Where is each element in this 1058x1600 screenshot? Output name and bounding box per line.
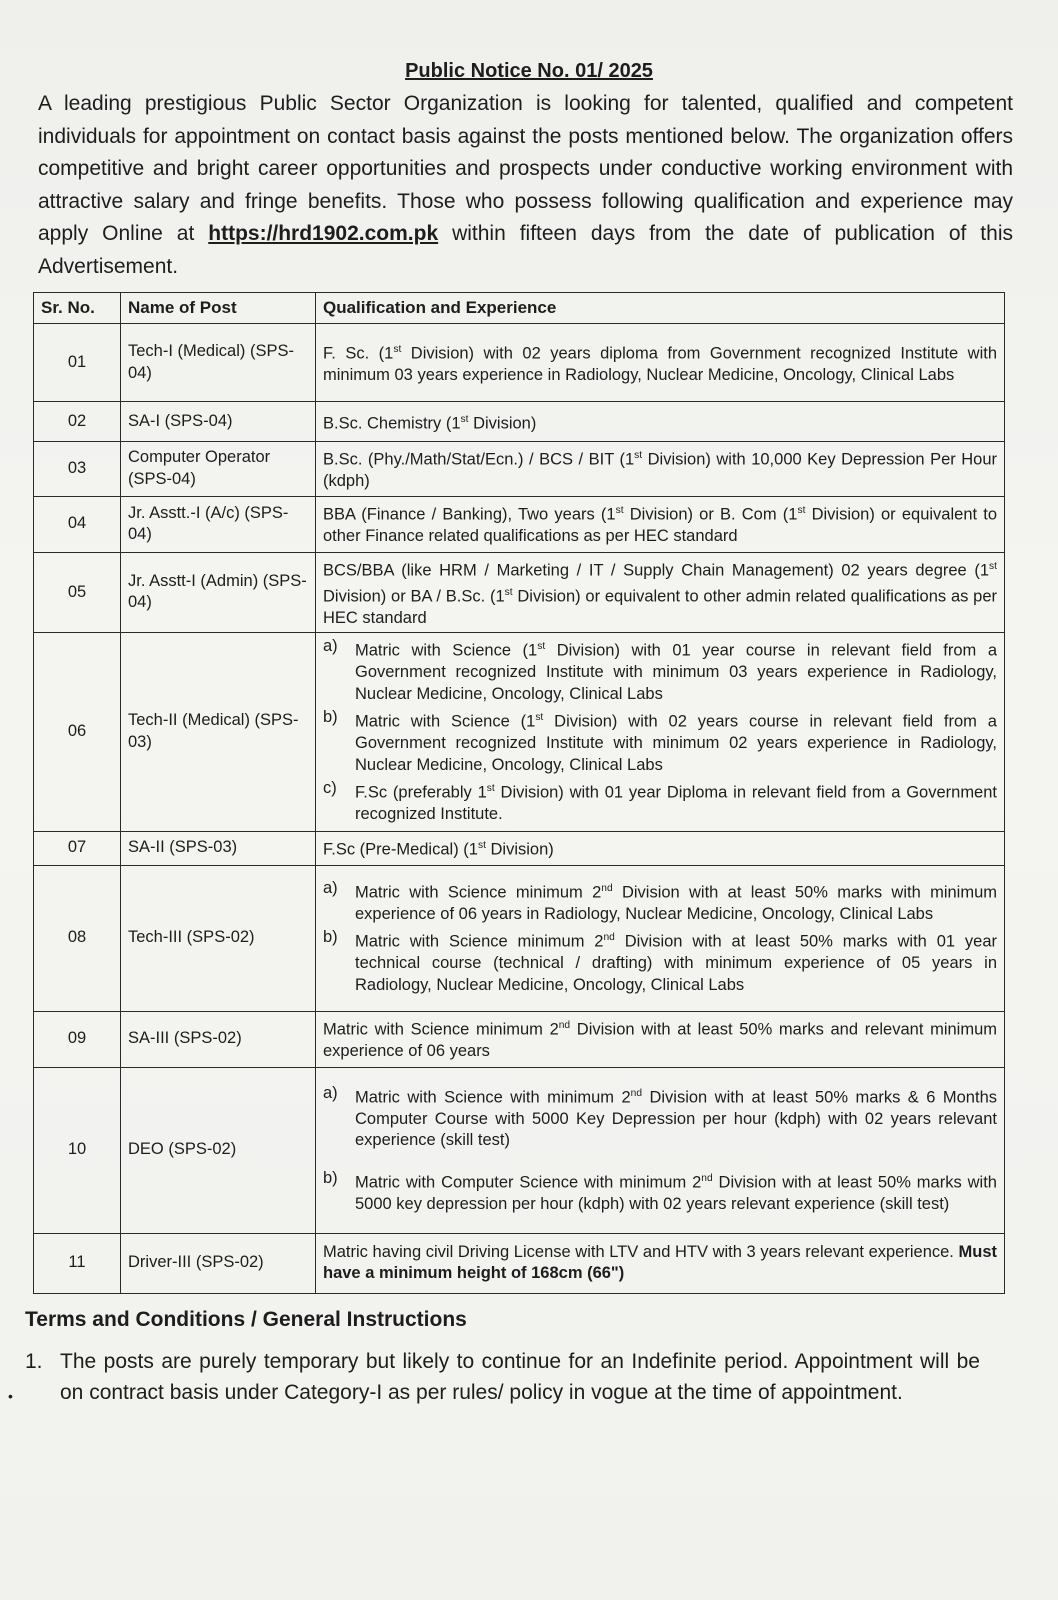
option-item [323, 927, 997, 996]
stray-dot: • [8, 1388, 13, 1404]
table-row [34, 442, 1005, 497]
qualification-cell: BBA (Finance / Banking), Two years (1st Division) or B. Com (1st Division) or equivalent to other Finance related qualifications as per HEC standard [316, 496, 1005, 552]
option-text: Matric with Science minimum 2nd Division with at least 50% marks with minimum experience of 06 years in Radiology, Nuclear Medicine, Oncology, Clinical Labs [355, 882, 997, 923]
sr-cell: 10 [34, 1067, 121, 1233]
terms-text: The posts are purely temporary but likely to continue for an Indefinite period. Appointment will be on contract basis under Category-I as per rules/ policy in vogue at the time of appointment. [60, 1350, 980, 1404]
option-text: Matric with Science minimum 2nd Division with at least 50% marks with 01 year technical course (technical / drafting) with minimum experience of 05 years in Radiology, Nuclear Medicine, Oncology, Clinical Labs [355, 932, 998, 994]
qualification-cell: F.Sc (Pre-Medical) (1st Division) [316, 831, 1005, 865]
sr-cell: 02 [34, 402, 121, 442]
sr-cell: 05 [34, 552, 121, 633]
table-row [34, 402, 1005, 442]
qualification-cell [316, 633, 1005, 832]
post-cell: SA-III (SPS-02) [121, 1011, 316, 1067]
option-item [323, 778, 997, 826]
table-row [34, 865, 1005, 1011]
post-cell: Tech-II (Medical) (SPS-03) [121, 633, 316, 832]
sr-cell: 06 [34, 633, 121, 832]
option-letter: a) [323, 1083, 338, 1102]
qualification-cell: B.Sc. Chemistry (1st Division) [316, 402, 1005, 442]
qualification-cell [316, 1233, 1005, 1293]
option-text: Matric with Science with minimum 2nd Division with at least 50% marks & 6 Months Computer Course with 5000 Key Depression per hour (kdph) with 02 years relevant experience (skill test) [355, 1087, 997, 1150]
qualification-options [323, 1083, 997, 1216]
qualification-cell: F. Sc. (1st Division) with 02 years diploma from Government recognized Institute with minimum 03 years experience in Radiology, Nuclear Medicine, Oncology, Clinical Labs [316, 324, 1005, 402]
sr-cell: 01 [34, 324, 121, 402]
terms-heading: Terms and Conditions / General Instructions [25, 1308, 467, 1331]
sr-cell: 04 [34, 496, 121, 552]
option-item [323, 878, 997, 926]
post-cell: SA-II (SPS-03) [121, 831, 316, 865]
post-cell: Tech-III (SPS-02) [121, 865, 316, 1011]
option-text: Matric with Science (1st Division) with 01 year course in relevant field from a Government recognized Institute with minimum 03 years experience in Radiology, Nuclear Medicine, Oncology, Clinical Labs [355, 641, 997, 703]
intro-text-end: within fifteen days from the date of publication of this Advertisement. [38, 222, 1013, 278]
post-cell: SA-I (SPS-04) [121, 402, 316, 442]
sr-cell: 09 [34, 1011, 121, 1067]
option-letter: c) [323, 779, 337, 797]
option-text: Matric with Science (1st Division) with 02 years course in relevant field from a Government recognized Institute with minimum 02 years experience in Radiology, Nuclear Medicine, Oncology, Clinical Labs [355, 712, 997, 774]
qualification-options [323, 636, 997, 826]
table-header-row [34, 293, 1005, 324]
qualification-cell: Matric with Science minimum 2nd Division with at least 50% marks and relevant minimum experience of 06 years [316, 1011, 1005, 1067]
sr-cell: 07 [34, 831, 121, 865]
qualification-cell: B.Sc. (Phy./Math/Stat/Ecn.) / BCS / BIT (1st Division) with 10,000 Key Depression Per Hour (kdph) [316, 442, 1005, 497]
option-item [323, 636, 997, 705]
header-post-name: Name of Post [121, 293, 316, 324]
notice-title: Public Notice No. 01/ 2025 [405, 60, 653, 82]
table-row [34, 496, 1005, 552]
option-item [323, 707, 997, 776]
option-letter: a) [323, 878, 338, 897]
qualification-cell [316, 865, 1005, 1011]
qualification-text: Matric having civil Driving License with LTV and HTV with 3 years relevant experience. [323, 1242, 959, 1261]
table-row [34, 552, 1005, 633]
terms-number: 1. [25, 1350, 43, 1373]
option-letter: a) [323, 637, 338, 655]
table-row [34, 1011, 1005, 1067]
post-cell: Tech-I (Medical) (SPS-04) [121, 324, 316, 402]
option-letter: b) [323, 708, 338, 726]
post-cell: DEO (SPS-02) [121, 1067, 316, 1233]
intro-text: A leading prestigious Public Sector Organization is looking for talented, qualified and competent individuals for appointment on contact basis against the posts mentioned below. The organization offers competitive and bright career opportunities and prospects under conductive working environment with attractive salary and fringe benefits. Those who possess following qualification and experience may apply Online at [38, 92, 1013, 245]
posts-table [33, 292, 1005, 1294]
option-letter: b) [323, 928, 338, 947]
post-cell: Driver-III (SPS-02) [121, 1233, 316, 1293]
table-row [34, 1067, 1005, 1233]
terms-item [25, 1346, 980, 1408]
option-letter: b) [323, 1168, 338, 1187]
option-item [323, 1168, 997, 1216]
header-sr-no: Sr. No. [34, 293, 121, 324]
notice-intro [38, 88, 1013, 283]
header-qualification: Qualification and Experience [316, 293, 1005, 324]
table-row [34, 324, 1005, 402]
table-row [34, 1233, 1005, 1293]
option-text: Matric with Computer Science with minimum 2nd Division with at least 50% marks with 5000 key depression per hour (kdph) with 02 years relevant experience (skill test) [355, 1172, 997, 1213]
qualification-cell: BCS/BBA (like HRM / Marketing / IT / Supply Chain Management) 02 years degree (1st Division) or BA / B.Sc. (1st Division) or equivalent to other admin related qualifications as per HEC standard [316, 552, 1005, 633]
option-text: F.Sc (preferably 1st Division) with 01 year Diploma in relevant field from a Government recognized Institute. [355, 783, 997, 823]
post-cell: Jr. Asstt-I (Admin) (SPS-04) [121, 552, 316, 633]
qualification-cell [316, 1067, 1005, 1233]
sr-cell: 03 [34, 442, 121, 497]
sr-cell: 08 [34, 865, 121, 1011]
qualification-options [323, 878, 997, 997]
post-cell: Computer Operator (SPS-04) [121, 442, 316, 497]
table-row [34, 831, 1005, 865]
table-row [34, 633, 1005, 832]
terms-list [25, 1346, 980, 1408]
apply-online-link[interactable]: https://hrd1902.com.pk [208, 222, 439, 245]
height-requirement: Must have a minimum height of 168cm (66") [323, 1242, 997, 1282]
sr-cell: 11 [34, 1233, 121, 1293]
option-item [323, 1083, 997, 1152]
post-cell: Jr. Asstt.-I (A/c) (SPS-04) [121, 496, 316, 552]
